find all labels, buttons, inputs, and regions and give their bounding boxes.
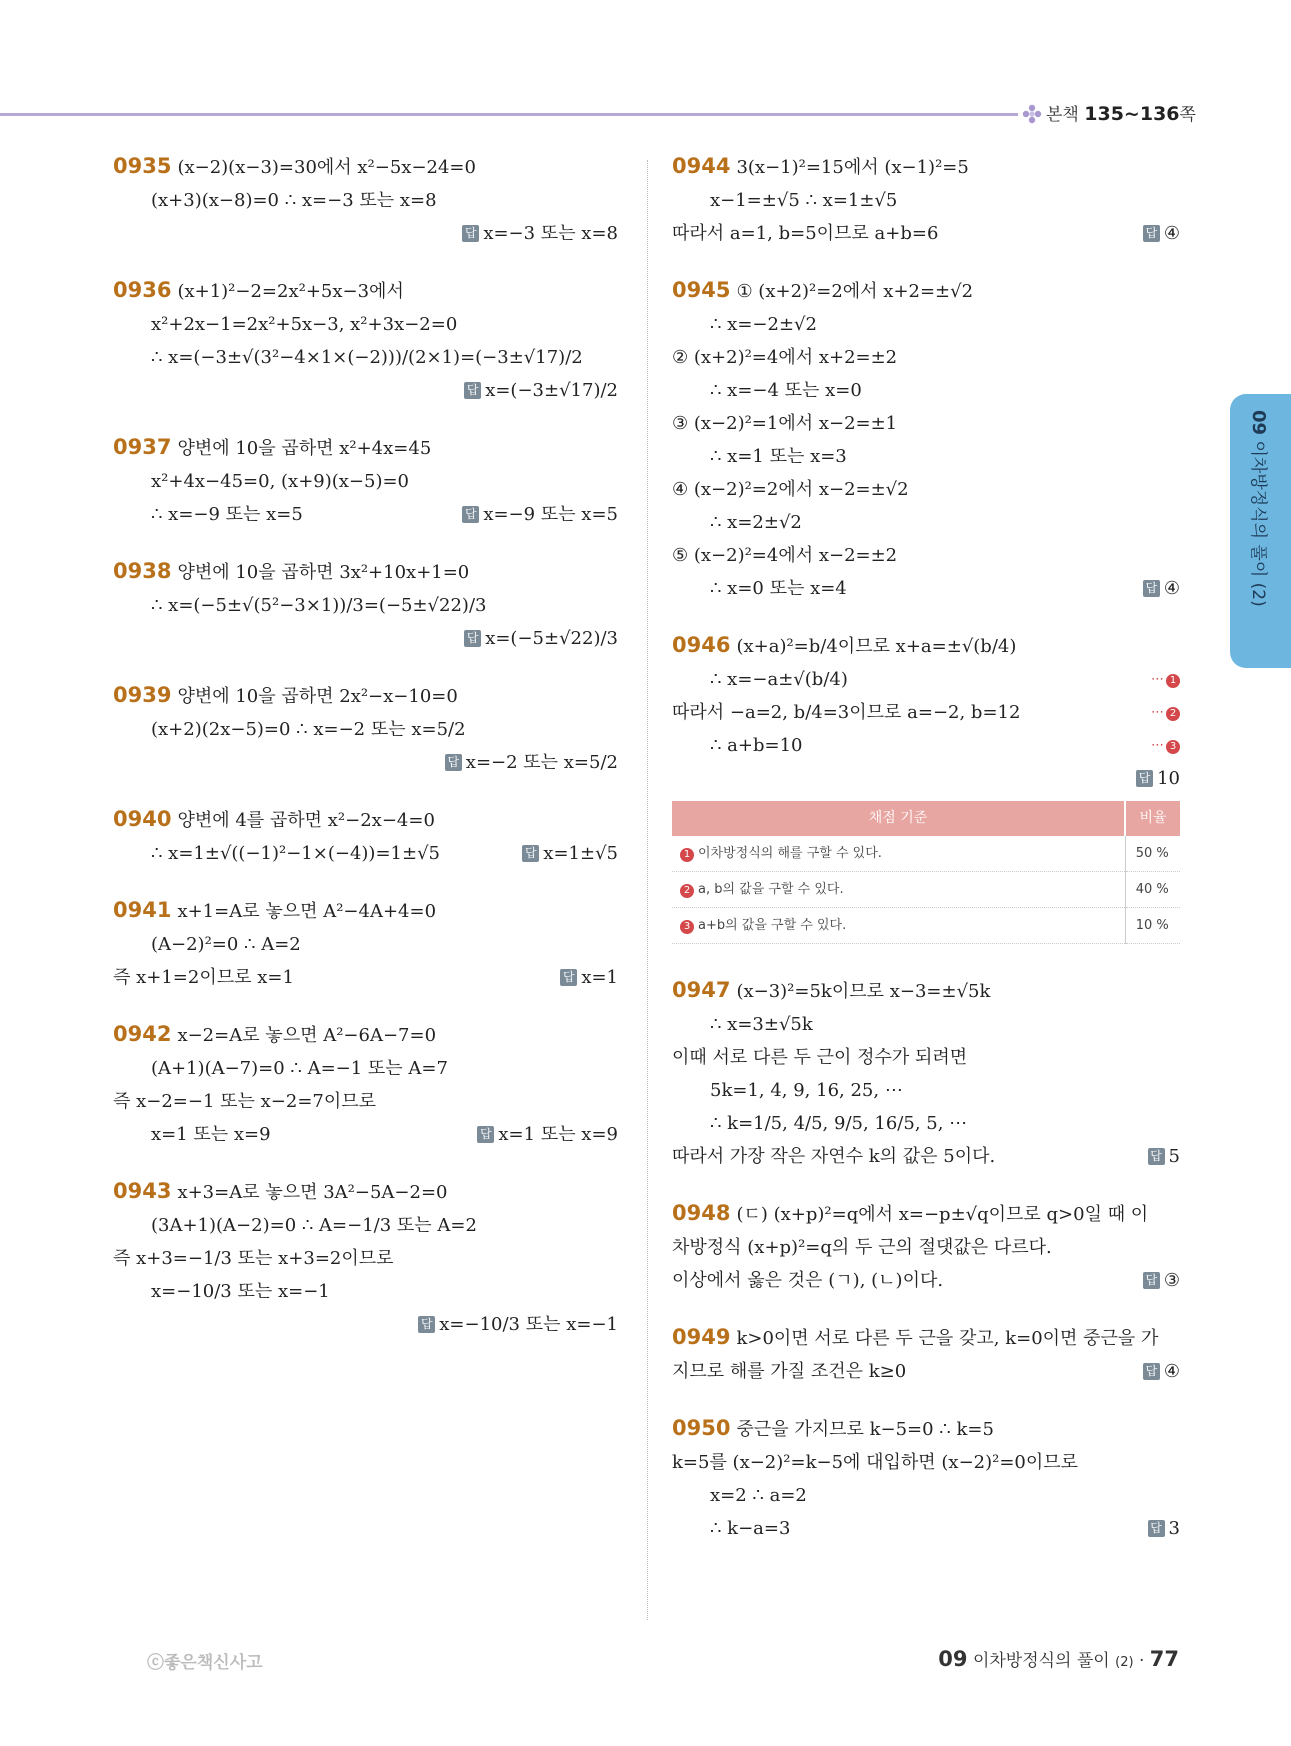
solution-text: x=−10/3 또는 x=−1 [151, 1281, 330, 1302]
answer [477, 1118, 618, 1151]
problem-block [672, 1412, 1180, 1545]
solution-text: 3(x−1)²=15에서 (x−1)²=5 [736, 157, 969, 178]
answer [462, 498, 618, 531]
answer-badge-icon: 답 [560, 969, 577, 986]
solution-text: 따라서 a=1, b=5이므로 a+b=6 [672, 223, 939, 244]
solution-line [113, 374, 618, 407]
step-number: 2 [680, 884, 694, 898]
solution-line [113, 341, 618, 374]
solution-line [113, 217, 618, 250]
problem-number: 0940 [113, 807, 172, 831]
solution-line [672, 696, 1180, 729]
solution-text: ③ (x−2)²=1에서 x−2=±1 [672, 413, 898, 434]
step-number: 1 [680, 848, 694, 862]
step-marker: ⋯ 2 [1151, 696, 1180, 729]
solution-line [113, 1242, 618, 1275]
solution-text: ∴ x=0 또는 x=4 [710, 578, 847, 599]
solution-text: k>0이면 서로 다른 두 근을 갖고, k=0이면 중근을 가 [736, 1328, 1159, 1349]
answer-badge-icon: 답 [445, 754, 462, 771]
solution-text: (x−2)(x−3)=30에서 x²−5x−24=0 [177, 157, 476, 178]
solution-text: ∴ x=−a±√(b/4) [710, 669, 848, 690]
solution-line [672, 374, 1180, 407]
solution-line [113, 555, 618, 589]
problem-block [113, 150, 618, 250]
answer [462, 223, 618, 244]
problem-block [672, 1197, 1180, 1297]
answer [1148, 1512, 1180, 1545]
grading-pct-header: 비율 [1125, 801, 1180, 836]
page-ref-suffix: 쪽 [1179, 105, 1196, 125]
solution-line [113, 150, 618, 184]
solution-line [672, 1355, 1180, 1388]
solution-line [672, 1479, 1180, 1512]
problem-number: 0943 [113, 1179, 172, 1203]
solution-line [113, 803, 618, 837]
solution-line [672, 1264, 1180, 1297]
solution-line [113, 1175, 618, 1209]
answer [1143, 217, 1180, 250]
column-divider [647, 160, 648, 1620]
solution-line [672, 308, 1180, 341]
solution-line [113, 184, 618, 217]
solution-text: (ㄷ) (x+p)²=q에서 x=−p±√q이므로 q>0일 때 이 [736, 1204, 1149, 1225]
answer-value: ④ [1163, 1361, 1180, 1382]
solution-text: ∴ x=(−5±√(5²−3×1))/3=(−5±√22)/3 [151, 595, 487, 616]
problem-number: 0945 [672, 278, 731, 302]
answer [1136, 768, 1180, 789]
answer-badge-icon: 답 [464, 382, 481, 399]
solution-line [113, 308, 618, 341]
solution-line [672, 473, 1180, 506]
solution-text: 지므로 해를 가질 조건은 k≥0 [672, 1361, 907, 1382]
solution-line [672, 1074, 1180, 1107]
grading-criterion: a, b의 값을 구할 수 있다. [698, 882, 844, 897]
problem-block [113, 555, 618, 655]
solution-text: x+1=A로 놓으면 A²−4A+4=0 [177, 901, 437, 922]
problem-block [113, 274, 618, 407]
problem-number: 0946 [672, 633, 731, 657]
solution-line [113, 1118, 618, 1151]
problem-number: 0937 [113, 435, 172, 459]
solution-line [113, 1052, 618, 1085]
header-rule [0, 113, 1018, 116]
answer [1148, 1140, 1180, 1173]
solution-line [672, 1321, 1180, 1355]
problem-number: 0938 [113, 559, 172, 583]
problem-number: 0939 [113, 683, 172, 707]
solution-text: (A−2)²=0 ∴ A=2 [151, 934, 301, 955]
answer [1143, 1355, 1180, 1388]
step-number: 3 [1166, 740, 1180, 754]
solution-line [672, 407, 1180, 440]
grading-criterion: 이차방정식의 해를 구할 수 있다. [698, 846, 882, 861]
grading-row [672, 872, 1180, 908]
grading-criterion: a+b의 값을 구할 수 있다. [698, 918, 847, 933]
solution-text: 중근을 가지므로 k−5=0 ∴ k=5 [736, 1419, 994, 1440]
solution-line [672, 572, 1180, 605]
solution-line [113, 961, 618, 994]
answer [464, 380, 618, 401]
answer-badge-icon: 답 [464, 630, 481, 647]
problem-block [672, 629, 1180, 795]
solution-line [672, 150, 1180, 184]
solution-line [672, 1140, 1180, 1173]
solution-line [113, 274, 618, 308]
solution-text: ∴ x=1 또는 x=3 [710, 446, 847, 467]
solution-line [672, 729, 1180, 762]
answer-badge-icon: 답 [1143, 580, 1160, 597]
answer-badge-icon: 답 [462, 225, 479, 242]
solution-line [113, 498, 618, 531]
solution-text: 5k=1, 4, 9, 16, 25, ⋯ [710, 1080, 903, 1101]
answer [522, 837, 618, 870]
solution-line [113, 622, 618, 655]
solution-text: ⑤ (x−2)²=4에서 x−2=±2 [672, 545, 898, 566]
solution-text: ∴ x=1±√((−1)²−1×(−4))=1±√5 [151, 843, 440, 864]
problem-number: 0947 [672, 978, 731, 1002]
solution-text: (3A+1)(A−2)=0 ∴ A=−1/3 또는 A=2 [151, 1215, 477, 1236]
solution-text: x=2 ∴ a=2 [710, 1485, 807, 1506]
solution-line [672, 1197, 1180, 1231]
solution-line [672, 539, 1180, 572]
solution-line [672, 1231, 1180, 1264]
answer-value: x=1 또는 x=9 [498, 1124, 618, 1145]
solution-text: ∴ x=−2±√2 [710, 314, 817, 335]
step-number: 1 [1166, 674, 1180, 688]
solution-text: ∴ k=1/5, 4/5, 9/5, 16/5, 5, ⋯ [710, 1113, 968, 1134]
solution-text: x²+2x−1=2x²+5x−3, x²+3x−2=0 [151, 314, 458, 335]
solution-line [672, 663, 1180, 696]
step-number: 2 [1166, 707, 1180, 721]
solution-text: ∴ a+b=10 [710, 735, 803, 756]
solution-text: 차방정식 (x+p)²=q의 두 근의 절댓값은 다르다. [672, 1237, 1052, 1258]
answer [560, 961, 618, 994]
problem-block [113, 803, 618, 870]
solution-line [672, 217, 1180, 250]
solution-text: (x+3)(x−8)=0 ∴ x=−3 또는 x=8 [151, 190, 437, 211]
grading-table [672, 801, 1180, 944]
grading-row [672, 836, 1180, 872]
answer [1143, 572, 1180, 605]
solution-text: x−2=A로 놓으면 A²−6A−7=0 [177, 1025, 437, 1046]
solution-text: ∴ x=−4 또는 x=0 [710, 380, 862, 401]
solution-line [672, 1107, 1180, 1140]
solution-line [113, 431, 618, 465]
answer-badge-icon: 답 [1143, 225, 1160, 242]
solution-line [672, 506, 1180, 539]
problem-block [672, 150, 1180, 250]
publisher-mark: ⓒ좋은책신사고 [147, 1653, 263, 1673]
answer-badge-icon: 답 [1143, 1272, 1160, 1289]
answer-badge-icon: 답 [1143, 1363, 1160, 1380]
answer-badge-icon: 답 [1136, 770, 1153, 787]
solution-text: k=5를 (x−2)²=k−5에 대입하면 (x−2)²=0이므로 [672, 1452, 1079, 1473]
solution-line [113, 746, 618, 779]
answer-value: ④ [1163, 578, 1180, 599]
solution-line [113, 1209, 618, 1242]
problem-number: 0948 [672, 1201, 731, 1225]
solution-text: 양변에 10을 곱하면 x²+4x=45 [177, 438, 432, 459]
solution-line [113, 1275, 618, 1308]
solution-line [672, 1446, 1180, 1479]
page-ref-range: 135~136 [1084, 103, 1180, 125]
solution-line [672, 1412, 1180, 1446]
step-number: 3 [680, 920, 694, 934]
solution-line [113, 1308, 618, 1341]
answer [464, 628, 618, 649]
solution-text: ∴ x=2±√2 [710, 512, 802, 533]
solution-text: (x+a)²=b/4이므로 x+a=±√(b/4) [736, 636, 1017, 657]
answer-value: x=−9 또는 x=5 [483, 504, 618, 525]
page-reference [1022, 100, 1196, 125]
problem-block [113, 679, 618, 779]
flower-icon [1022, 104, 1042, 124]
problem-block [113, 431, 618, 531]
solution-text: x+3=A로 놓으면 3A²−5A−2=0 [177, 1182, 448, 1203]
solution-line [672, 762, 1180, 795]
problem-number: 0942 [113, 1022, 172, 1046]
answer-value: x=−10/3 또는 x=−1 [439, 1314, 618, 1335]
solution-text: 즉 x+3=−1/3 또는 x+3=2이므로 [113, 1248, 394, 1269]
right-column [672, 150, 1180, 1569]
solution-line [113, 928, 618, 961]
solution-text: x²+4x−45=0, (x+9)(x−5)=0 [151, 471, 410, 492]
solution-text: ② (x+2)²=4에서 x+2=±2 [672, 347, 898, 368]
grading-pct: 40 % [1125, 872, 1180, 908]
answer-value: x=−3 또는 x=8 [483, 223, 618, 244]
solution-text: ∴ k−a=3 [710, 1518, 791, 1539]
answer-badge-icon: 답 [1148, 1148, 1165, 1165]
grading-row [672, 908, 1180, 944]
solution-line [113, 1018, 618, 1052]
answer-badge-icon: 답 [462, 506, 479, 523]
solution-text: (x−3)²=5k이므로 x−3=±√5k [736, 981, 991, 1002]
answer [418, 1314, 618, 1335]
grading-pct: 50 % [1125, 836, 1180, 872]
solution-line [113, 837, 618, 870]
solution-line [672, 629, 1180, 663]
answer-value: ④ [1163, 223, 1180, 244]
answer-value: 10 [1157, 768, 1180, 789]
solution-text: 즉 x−2=−1 또는 x−2=7이므로 [113, 1091, 377, 1112]
answer-badge-icon: 답 [1148, 1520, 1165, 1537]
page-number: 77 [1149, 1647, 1179, 1671]
solution-text: 즉 x+1=2이므로 x=1 [113, 967, 294, 988]
solution-line [672, 184, 1180, 217]
answer-value: 3 [1168, 1518, 1180, 1539]
step-marker: ⋯ 3 [1151, 729, 1180, 762]
problem-block [672, 274, 1180, 605]
solution-text: ∴ x=3±√5k [710, 1014, 813, 1035]
solution-text: ∴ x=−9 또는 x=5 [151, 504, 303, 525]
solution-text: (x+1)²−2=2x²+5x−3에서 [177, 281, 404, 302]
solution-line [113, 679, 618, 713]
answer-value: x=(−3±√17)/2 [485, 380, 618, 401]
solution-text: 양변에 10을 곱하면 2x²−x−10=0 [177, 686, 458, 707]
solution-text: (x+2)(2x−5)=0 ∴ x=−2 또는 x=5/2 [151, 719, 466, 740]
problem-block [113, 894, 618, 994]
solution-text: 따라서 −a=2, b/4=3이므로 a=−2, b=12 [672, 702, 1021, 723]
solution-line [113, 894, 618, 928]
grading-pct: 10 % [1125, 908, 1180, 944]
answer-value: ③ [1163, 1270, 1180, 1291]
solution-line [113, 465, 618, 498]
answer [445, 752, 618, 773]
solution-text: 이때 서로 다른 두 근이 정수가 되려면 [672, 1047, 968, 1068]
page-ref-prefix: 본책 [1046, 105, 1079, 125]
page-footer: 09 이차방정식의 풀이 (2) · 77 [938, 1647, 1179, 1671]
chapter-side-tab-label: 09 이차방정식의 풀이 (2) [1248, 410, 1269, 607]
grading-header: 채점 기준 [672, 801, 1125, 836]
solution-text: (A+1)(A−7)=0 ∴ A=−1 또는 A=7 [151, 1058, 448, 1079]
answer-badge-icon: 답 [477, 1126, 494, 1143]
problem-block [672, 1321, 1180, 1388]
problem-number: 0936 [113, 278, 172, 302]
step-marker: ⋯ 1 [1151, 663, 1180, 696]
problem-number: 0949 [672, 1325, 731, 1349]
answer-value: x=(−5±√22)/3 [485, 628, 618, 649]
answer-value: x=1 [581, 967, 618, 988]
answer-value: x=−2 또는 x=5/2 [465, 752, 618, 773]
problem-block [113, 1018, 618, 1151]
solution-text: ④ (x−2)²=2에서 x−2=±√2 [672, 479, 909, 500]
solution-text: ∴ x=(−3±√(3²−4×1×(−2)))/(2×1)=(−3±√17)/2 [151, 347, 583, 368]
solution-text: ① (x+2)²=2에서 x+2=±√2 [736, 281, 974, 302]
solution-line [672, 440, 1180, 473]
solution-line [113, 713, 618, 746]
problem-number: 0944 [672, 154, 731, 178]
solution-text: x−1=±√5 ∴ x=1±√5 [710, 190, 898, 211]
solution-line [113, 589, 618, 622]
problem-number: 0950 [672, 1416, 731, 1440]
answer-value: 5 [1168, 1146, 1180, 1167]
answer [1143, 1264, 1180, 1297]
problem-number: 0941 [113, 898, 172, 922]
solution-line [672, 341, 1180, 374]
solution-text: 양변에 4를 곱하면 x²−2x−4=0 [177, 810, 435, 831]
problem-block [672, 974, 1180, 1173]
solution-text: 이상에서 옳은 것은 (ㄱ), (ㄴ)이다. [672, 1270, 944, 1291]
problem-block [113, 1175, 618, 1341]
left-column [113, 150, 618, 1365]
answer-value: x=1±√5 [543, 843, 618, 864]
solution-line [672, 1512, 1180, 1545]
solution-line [672, 274, 1180, 308]
solution-text: 따라서 가장 작은 자연수 k의 값은 5이다. [672, 1146, 996, 1167]
answer-badge-icon: 답 [418, 1316, 435, 1333]
problem-number: 0935 [113, 154, 172, 178]
solution-line [113, 1085, 618, 1118]
solution-line [672, 974, 1180, 1008]
solution-text: x=1 또는 x=9 [151, 1124, 271, 1145]
solution-line [672, 1041, 1180, 1074]
answer-badge-icon: 답 [522, 845, 539, 862]
solution-line [672, 1008, 1180, 1041]
solution-text: 양변에 10을 곱하면 3x²+10x+1=0 [177, 562, 470, 583]
